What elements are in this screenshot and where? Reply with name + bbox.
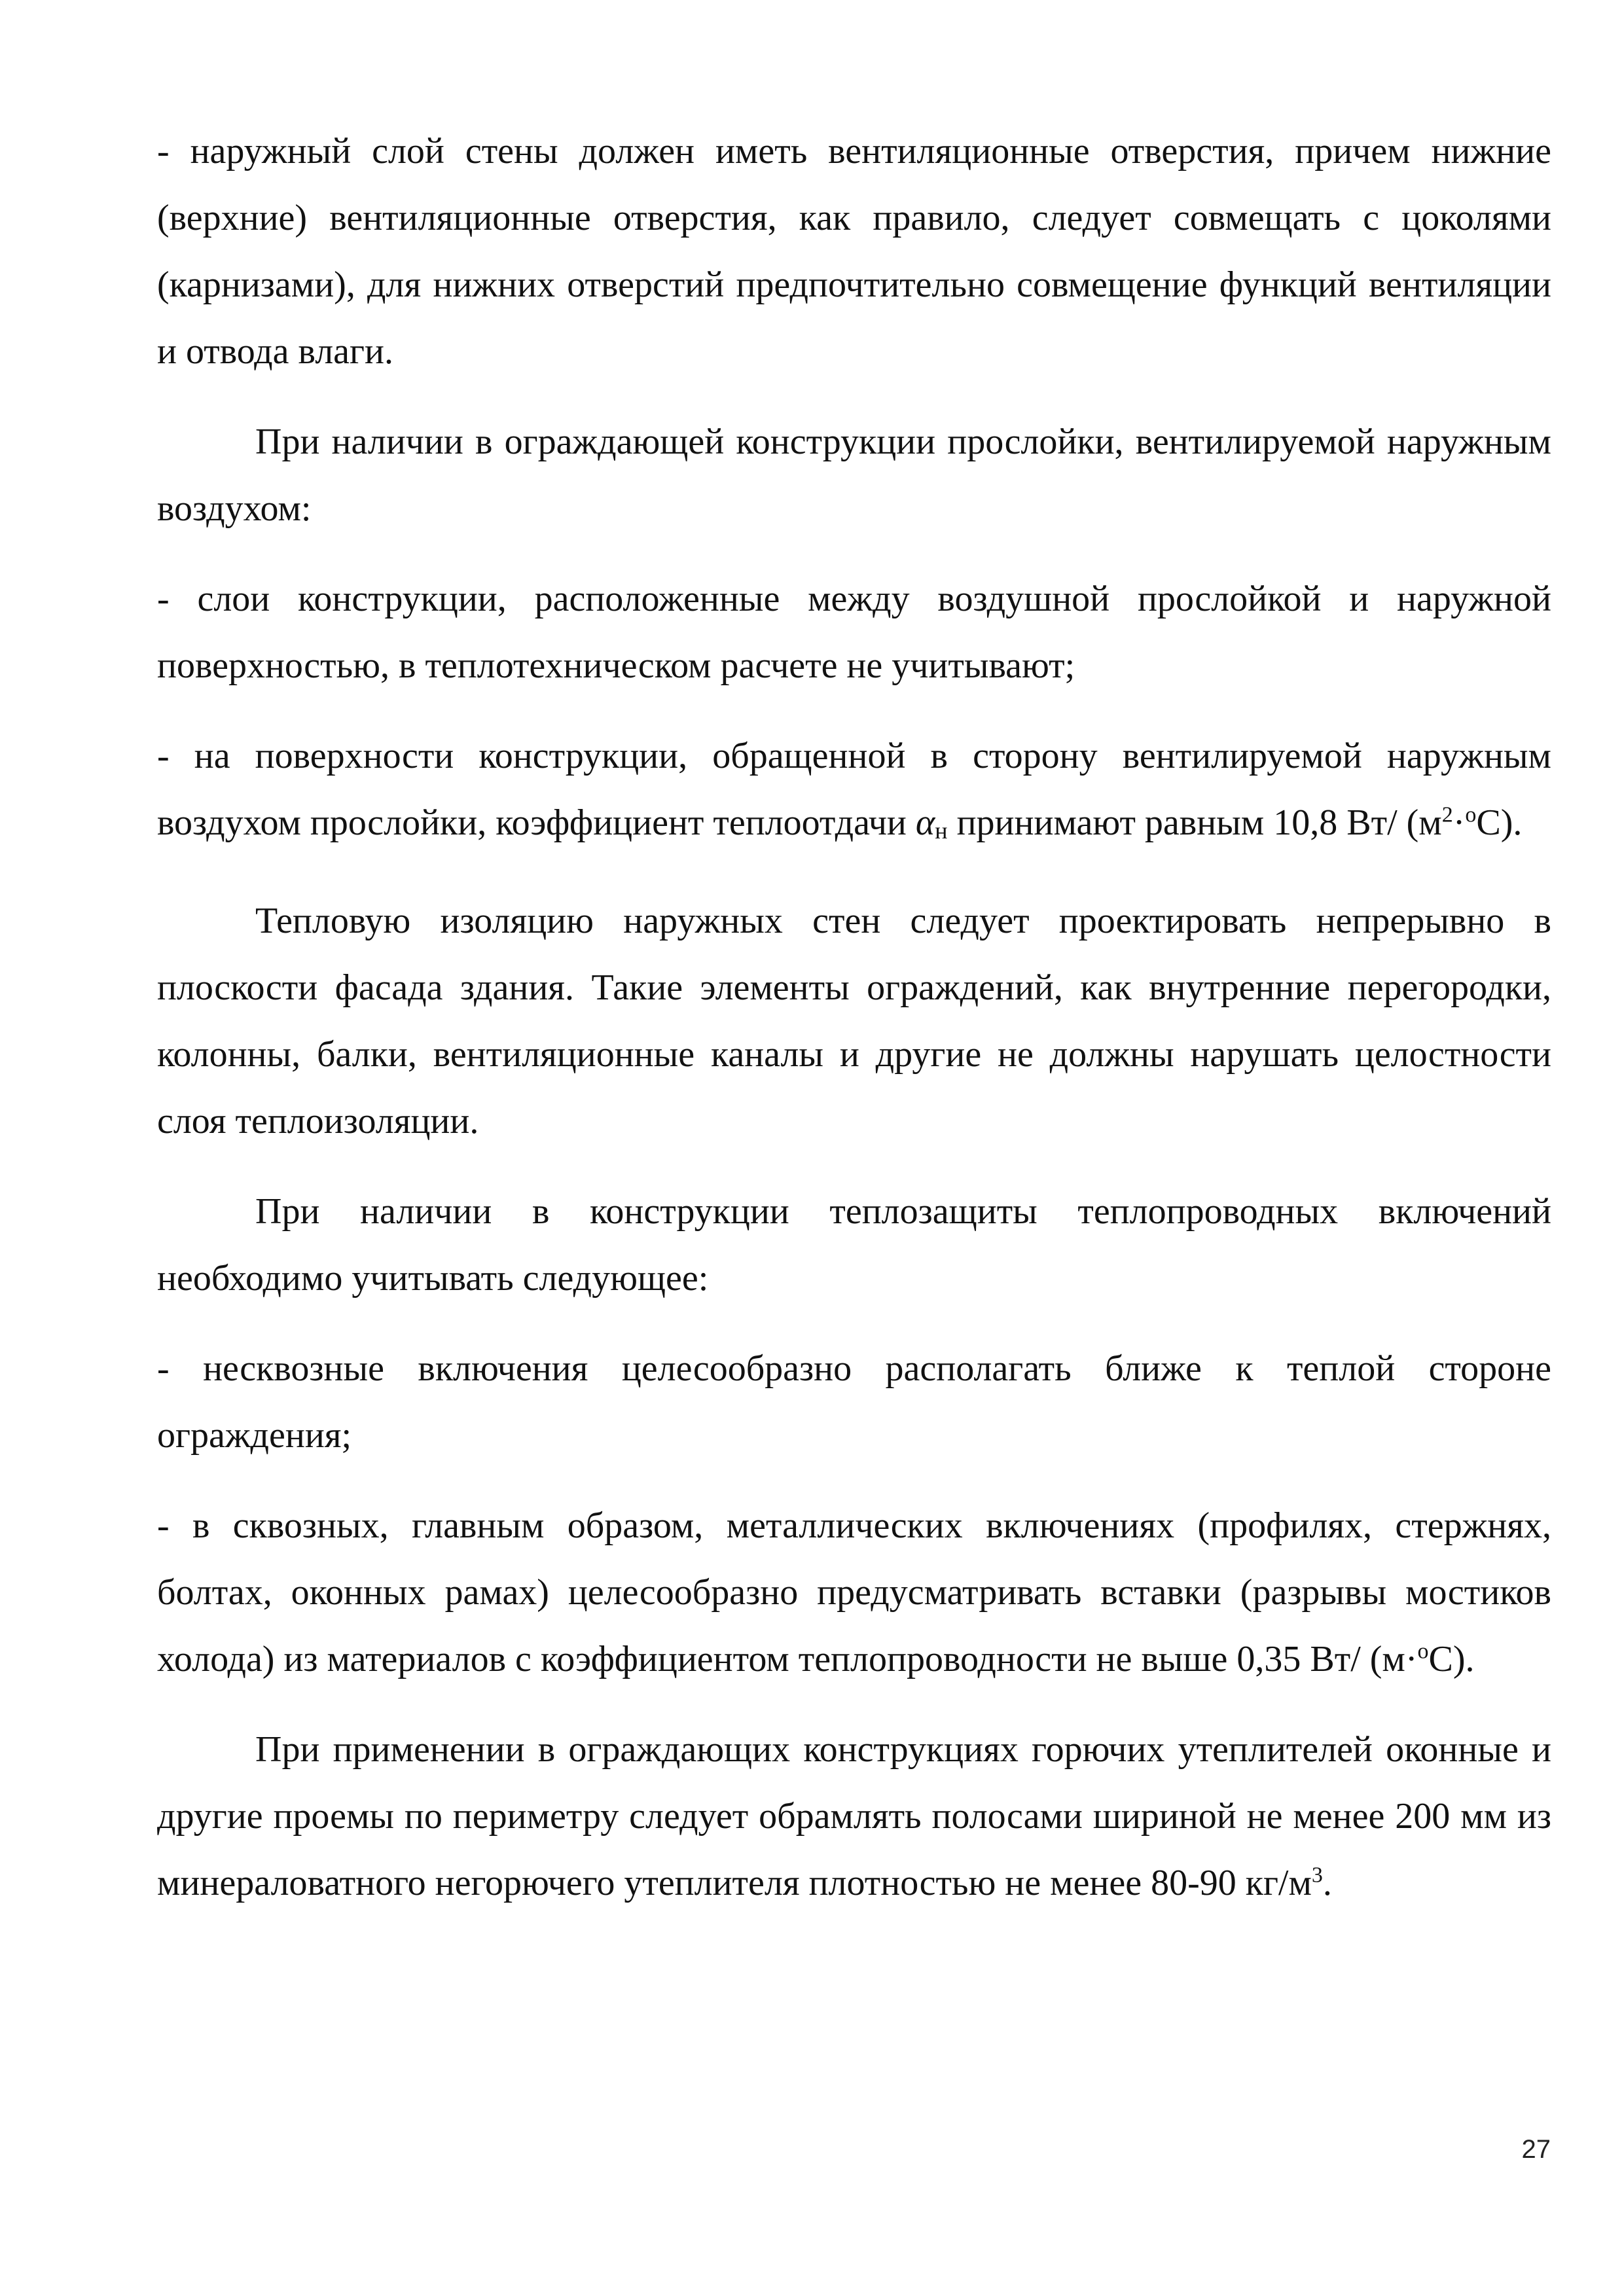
superscript-degree: о (1465, 802, 1477, 827)
paragraph-ventilated-layer-intro: При наличии в ограждающей конструкции прослойки, вентилируемой наружным воздухом: (157, 422, 1551, 529)
superscript-degree: о (1417, 1639, 1429, 1664)
paragraph-through-inclusions (157, 1492, 1551, 1693)
paragraph-thermal-inclusions-intro: При наличии в конструкции теплозащиты теплопроводных включений необходимо учитывать следующее: (157, 1191, 1551, 1299)
alpha-subscript: н (935, 817, 948, 844)
superscript-2: 2 (1441, 802, 1453, 827)
paragraph-combustible-insulation (157, 1716, 1551, 1916)
text-segment: принимают равным 10,8 Вт/ (м (956, 802, 1442, 843)
paragraph-continuous-insulation: Тепловую изоляцию наружных стен следует проектировать непрерывно в плоскости фасада здания. Такие элементы ограждений, как внутренние перегородки, колонны, балки, вентиляционные каналы и другие не должны нарушать целостности слоя теплоизоляции. (157, 901, 1551, 1141)
middle-dot: · (1453, 802, 1466, 843)
paragraph-ventilation-openings: - наружный слой стены должен иметь вентиляционные отверстия, причем нижние (верхние) вентиляционные отверстия, как правило, следует совмещать с цоколями (карнизами), для нижних отверстий предпочтительно совмещение функций вентиляции и отвода влаги. (157, 131, 1551, 372)
document-page (157, 118, 1551, 1940)
text-segment: С). (1476, 802, 1523, 843)
paragraph-heat-transfer-coefficient (157, 723, 1551, 864)
text-segment: С). (1428, 1639, 1475, 1679)
paragraph-layers-not-counted: - слои конструкции, расположенные между воздушной прослойкой и наружной поверхностью, в теплотехническом расчете не учитывают; (157, 579, 1551, 686)
alpha-symbol: α (915, 802, 935, 843)
text-segment: . (1322, 1863, 1332, 1903)
page-number: 27 (1521, 2135, 1551, 2164)
superscript-3: 3 (1311, 1863, 1323, 1888)
text-segment: При применении в ограждающих конструкциях горючих утеплителей оконные и другие проемы по периметру следует обрамлять полосами шириной не менее 200 мм из минераловатного негорючего утеплителя плотностью не менее 80-90 кг/м (157, 1729, 1551, 1903)
paragraph-non-through-inclusions: - несквозные включения целесообразно располагать ближе к теплой стороне ограждения; (157, 1348, 1551, 1456)
text-segment: - в сквозных, главным образом, металлических включениях (профилях, стержнях, болтах, оконных рамах) целесообразно предусматривать вставки (разрывы мостиков холода) из материалов с коэффициентом теплопроводности не выше 0,35 Вт/ (м· (157, 1505, 1551, 1679)
text-segment: - на поверхности конструкции, обращенной в сторону вентилируемой наружным воздухом прослойки, коэффициент теплоотдачи (157, 736, 1551, 843)
